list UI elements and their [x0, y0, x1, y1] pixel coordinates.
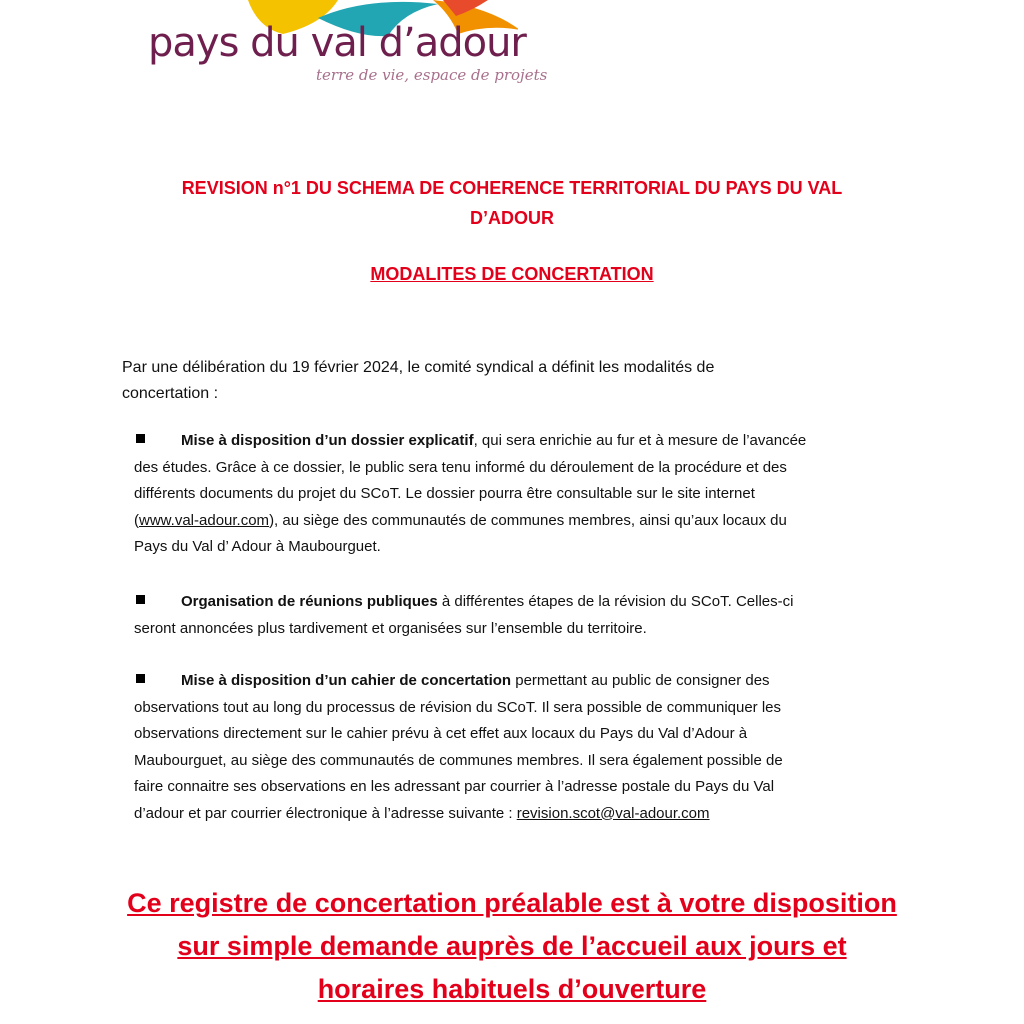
logo-tagline: terre de vie, espace de projets	[316, 66, 548, 84]
email-link[interactable]: revision.scot@val-adour.com	[516, 804, 710, 822]
bullet-text: , qui sera enrichie au fur et à mesure de l’avancée	[473, 432, 807, 449]
bullet-square-icon	[136, 674, 145, 683]
bullet-text: permettant au public de consigner des	[511, 672, 770, 689]
bullet-line: observations directement sur le cahier prévu à cet effet aux locaux du Pays du Val d’Adour à	[134, 725, 748, 742]
bullet-title: Organisation de réunions publiques	[181, 593, 438, 610]
document-title	[120, 173, 904, 233]
bullet-line: observations tout au long du processus de révision du SCoT. Il sera possible de communiquer les	[134, 698, 782, 716]
title-line-1: REVISION n°1 DU SCHEMA DE COHERENCE TERRITORIAL DU PAYS DU VAL	[181, 178, 843, 198]
bullet-text: à différentes étapes de la révision du SCoT. Celles-ci	[437, 593, 794, 610]
bullet-item-dossier	[134, 428, 894, 561]
website-link[interactable]: www.val-adour.com	[139, 511, 270, 529]
bullet-line: Pays du Val d’ Adour à Maubourguet.	[134, 538, 381, 555]
bullet-square-icon	[136, 595, 145, 604]
bullet-line: Maubourguet, au siège des communautés de communes membres. Il sera également possible de	[134, 751, 783, 769]
bullet-text: ), au siège des communautés de communes membres, ainsi qu’aux locaux du	[269, 511, 787, 529]
bullet-line: des études. Grâce à ce dossier, le public sera tenu informé du déroulement de la procédure et des	[134, 458, 787, 476]
notice-banner	[100, 882, 924, 1011]
notice-line-3: horaires habituels d’ouverture	[317, 974, 707, 1004]
organization-logo	[148, 0, 548, 92]
bullet-item-cahier	[134, 668, 894, 827]
intro-line-1: Par une délibération du 19 février 2024, le comité syndical a définit les modalités de	[122, 359, 715, 376]
bullet-text: d’adour et par courrier électronique à l’adresse suivante :	[134, 804, 517, 822]
bullet-title: Mise à disposition d’un cahier de concertation	[181, 672, 512, 689]
bullet-text: (	[134, 511, 139, 529]
notice-line-1: Ce registre de concertation préalable est à votre disposition	[127, 888, 897, 918]
bullet-line: seront annoncées plus tardivement et organisées sur l’ensemble du territoire.	[134, 619, 647, 637]
notice-line-2: sur simple demande auprès de l’accueil aux jours et	[177, 931, 847, 961]
title-line-2: D’ADOUR	[470, 208, 554, 228]
intro-line-2: concertation :	[122, 385, 219, 402]
subtitle-text: MODALITES DE CONCERTATION	[370, 264, 654, 284]
document-subtitle	[120, 259, 904, 289]
bullet-square-icon	[136, 434, 145, 443]
logo-name: pays du val d’adour	[148, 20, 526, 66]
intro-paragraph	[122, 355, 892, 407]
bullet-line: faire connaitre ses observations en les adressant par courrier à l’adresse postale du Pays du Val	[134, 778, 775, 795]
bullet-line: différents documents du projet du SCoT. Le dossier pourra être consultable sur le site internet	[134, 485, 755, 502]
bullet-item-reunions	[134, 589, 894, 642]
bullet-title: Mise à disposition d’un dossier explicatif	[181, 432, 474, 449]
